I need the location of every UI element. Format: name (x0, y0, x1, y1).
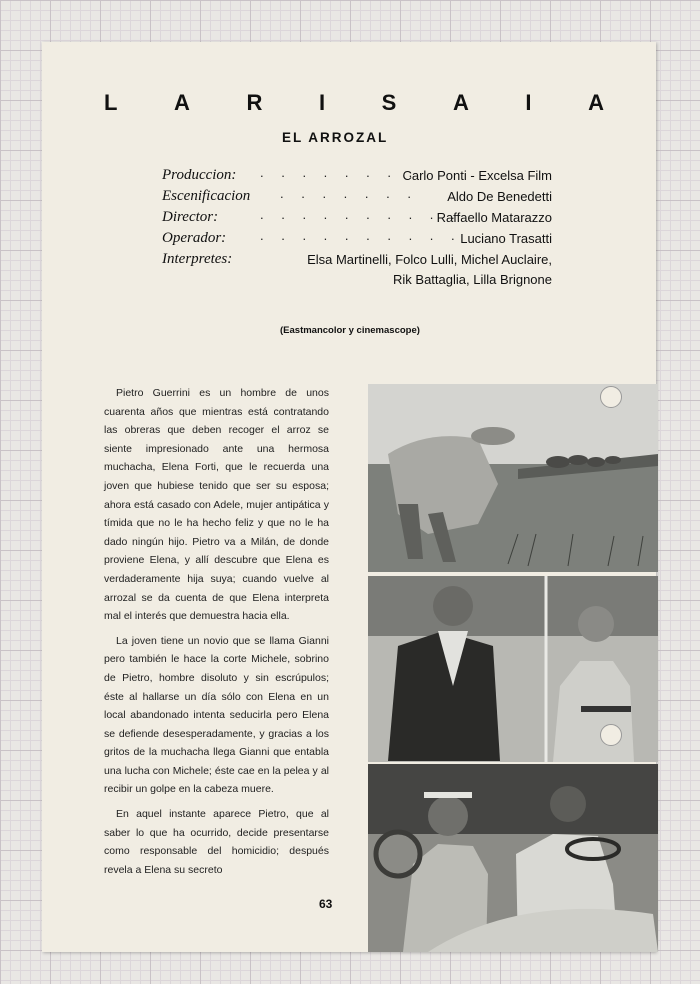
credit-row (162, 209, 552, 229)
punch-hole (600, 386, 622, 408)
format-note: (Eastmancolor y cinemascope) (280, 325, 420, 336)
credit-dots: . . . . . . . . . . (260, 207, 462, 222)
credit-row (162, 188, 552, 208)
paragraph: En aquel instante aparece Pietro, que al saber lo que ha ocurrido, decide presentarse como responsable del homicidio; después revela a Elena su secreto (104, 808, 329, 876)
credit-role: Escenificacion (162, 188, 251, 204)
title-letter: R (246, 90, 263, 115)
synopsis (104, 384, 329, 885)
credit-name: Elsa Martinelli, Folco Lulli, Michel Auclaire, (307, 252, 552, 267)
credit-role: Produccion: (162, 167, 237, 183)
title-letter: S (381, 90, 397, 115)
rice-field-illustration (368, 384, 658, 572)
credit-row (162, 167, 552, 187)
title-letter: L (104, 90, 118, 115)
credit-row (162, 251, 552, 271)
punch-hole (600, 724, 622, 746)
credit-role: Operador: (162, 230, 227, 246)
title-letter: A (588, 90, 604, 115)
photo-couple-in-car (368, 764, 658, 952)
paragraph: Pietro Guerrini es un hombre de unos cuarenta años que mientras está contratando las obreras que deben recoger el arroz se siente impresionado ante una hermosa muchacha, Elena Forti, que le recuerda una joven que hubiese tenido que ser su esposa; ahora está casado con Adele, mujer antipática y tímida que no le ha hecho feliz y que no le ha dado ningún hijo. Pietro va a Milán, de donde proviene Elena, y allí descubre que Elena es verdaderamente hija suya; cuando vuelve al arrozal se da cuenta de que Elena interpreta mal el interés que demuestra hacia ella. (104, 387, 329, 623)
document-page (42, 42, 656, 952)
credit-role: Director: (162, 209, 219, 225)
credit-row (162, 230, 552, 250)
credit-role: Interpretes: (162, 251, 233, 267)
photo-rice-field (368, 384, 658, 572)
paragraph: La joven tiene un novio que se llama Gianni pero también le hace la corte Michele, sobrino de Pietro, hombre disoluto y sin escrúpulos; éste al hallarse un día sólo con Elena en un local abandonado intenta seducirla pero Elena se defiende desesperadamente, y gracias a los gritos de la muchacha llega Gianni que entabla una lucha con Michele; éste cae en la pelea y al recibir un golpe en la cabeza muere. (104, 634, 329, 796)
page-number: 63 (319, 897, 333, 911)
title-letter: A (174, 90, 190, 115)
credit-dots: . . . . . . . . (260, 165, 420, 180)
credit-name: Luciano Trasatti (460, 231, 552, 246)
credit-name: Raffaello Matarazzo (436, 210, 552, 225)
credit-name: Rik Battaglia, Lilla Brignone (393, 272, 552, 287)
credit-row (162, 271, 552, 291)
credit-name: Carlo Ponti - Excelsa Film (402, 168, 552, 183)
title-letter: I (318, 90, 326, 115)
title-letter: I (525, 90, 532, 115)
title-letter: A (452, 90, 469, 115)
credit-name: Aldo De Benedetti (447, 189, 552, 204)
credit-dots: . . . . . . . (280, 186, 418, 201)
credit-dots: . . . . . . . . . . (260, 228, 462, 243)
page-title (104, 90, 604, 116)
couple-car-illustration (368, 764, 658, 952)
subtitle: EL ARROZAL (282, 130, 389, 145)
